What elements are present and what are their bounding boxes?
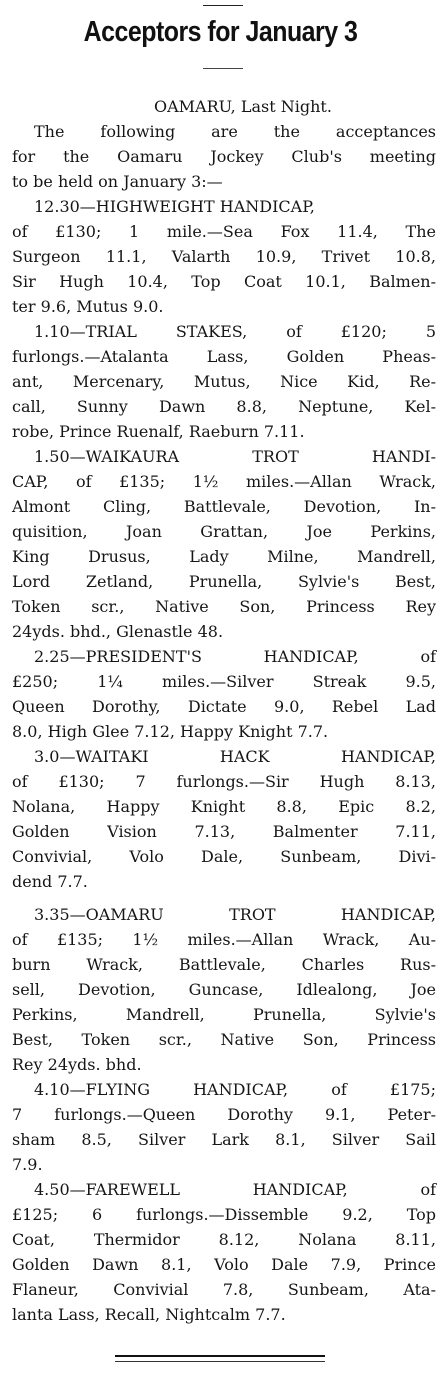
race-heading: 3.0—WAITAKI HACK HANDICAP, [34,747,436,766]
race-heading: 3.35—OAMARU TROT HANDICAP, [34,905,436,924]
race-line: burn Wrack, Battlevale, Charles Rus- [12,955,436,974]
race-line: Coat, Thermidor 8.12, Nolana 8.11, [12,1230,436,1249]
race-line: dend 7.7. [12,872,88,891]
race-line: Rey 24yds. bhd. [12,1055,142,1074]
race-line: Lord Zetland, Prunella, Sylvie's Best, [12,572,436,591]
race-heading: 4.50—FAREWELL HANDICAP, of [34,1180,436,1199]
race-entry [12,902,436,1077]
race-entry [12,1077,436,1177]
race-line: Perkins, Mandrell, Prunella, Sylvie's [12,1005,436,1024]
race-entry [12,744,436,894]
race-line: call, Sunny Dawn 8.8, Neptune, Kel- [12,397,436,416]
spacer [12,894,436,902]
race-entry [12,194,436,319]
end-rule-thin [115,1361,325,1362]
race-line: Golden Dawn 8.1, Volo Dale 7.9, Prince [12,1255,436,1274]
dateline: OAMARU, Last Night. [154,97,332,116]
race-line: £125; 6 furlongs.—Dissemble 9.2, Top [12,1205,436,1224]
race-line: 7 furlongs.—Queen Dorothy 9.1, Peter- [12,1105,436,1124]
title-rule [203,68,243,69]
article-title: Acceptors for January 3 [83,16,358,48]
race-line: of £135; 1½ miles.—Allan Wrack, Au- [12,930,436,949]
top-rule [203,5,243,6]
race-line: King Drusus, Lady Milne, Mandrell, [12,547,436,566]
race-line: sham 8.5, Silver Lark 8.1, Silver Sail [12,1130,436,1149]
race-line: lanta Lass, Recall, Nightcalm 7.7. [12,1305,286,1324]
race-heading: 1.50—WAIKAURA TROT HANDI- [34,447,436,466]
race-entry [12,644,436,744]
race-line: 24yds. bhd., Glenastle 48. [12,622,224,641]
race-heading: 2.25—PRESIDENT'S HANDICAP, of [34,647,436,666]
race-line: Token scr., Native Son, Princess Rey [12,597,436,616]
race-entry [12,319,436,444]
race-line: £250; 1¼ miles.—Silver Streak 9.5, [12,672,436,691]
race-line: quisition, Joan Grattan, Joe Perkins, [12,522,436,541]
intro-line: for the Oamaru Jockey Club's meeting [12,147,436,166]
race-line: Flaneur, Convivial 7.8, Sunbeam, Ata- [12,1280,436,1299]
race-line: CAP, of £135; 1½ miles.—Allan Wrack, [12,472,436,491]
race-line: of £130; 1 mile.—Sea Fox 11.4, The [12,222,436,241]
race-line: ter 9.6, Mutus 9.0. [12,297,164,316]
race-line: furlongs.—Atalanta Lass, Golden Pheas- [12,347,436,366]
race-line: Golden Vision 7.13, Balmenter 7.11, [12,822,436,841]
race-entry [12,444,436,644]
race-line: Best, Token scr., Native Son, Princess [12,1030,436,1049]
race-line: of £130; 7 furlongs.—Sir Hugh 8.13, [12,772,436,791]
race-line: Surgeon 11.1, Valarth 10.9, Trivet 10.8, [12,247,436,266]
intro-line: The following are the acceptances [34,122,436,141]
race-line: 7.9. [12,1155,43,1174]
race-heading: 1.10—TRIAL STAKES, of £120; 5 [34,322,436,341]
race-line: robe, Prince Ruenalf, Raeburn 7.11. [12,422,305,441]
end-rule [115,1355,325,1357]
race-heading: 4.10—FLYING HANDICAP, of £175; [34,1080,436,1099]
article-body [12,94,436,1327]
race-line: Almont Cling, Battlevale, Devotion, In- [12,497,436,516]
race-heading: 12.30—HIGHWEIGHT HANDICAP, [34,197,315,216]
race-line: ant, Mercenary, Mutus, Nice Kid, Re- [12,372,436,391]
intro-line: to be held on January 3:— [12,172,223,191]
race-line: Nolana, Happy Knight 8.8, Epic 8.2, [12,797,436,816]
race-line: Sir Hugh 10.4, Top Coat 10.1, Balmen- [12,272,436,291]
race-line: 8.0, High Glee 7.12, Happy Knight 7.7. [12,722,329,741]
race-line: Queen Dorothy, Dictate 9.0, Rebel Lad [12,697,436,716]
race-line: sell, Devotion, Guncase, Idlealong, Joe [12,980,436,999]
race-entry [12,1177,436,1327]
race-line: Convivial, Volo Dale, Sunbeam, Divi- [12,847,436,866]
